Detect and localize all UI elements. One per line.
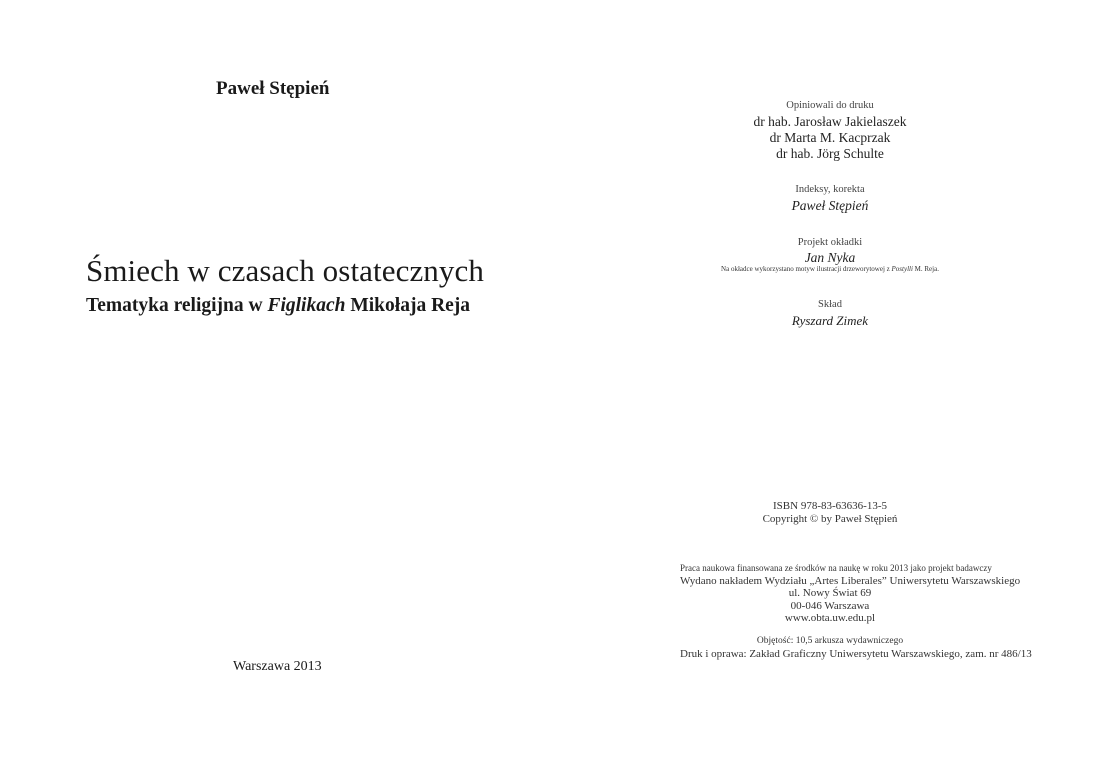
reviewer-2: dr Marta M. Kacprzak [769,130,891,145]
funding-note: Praca naukowa finansowana ze środków na naukę w roku 2013 jako projekt badawczy [680,563,992,573]
place-year: Warszawa 2013 [233,659,322,674]
copyright: Copyright © by Paweł Stępień [762,513,898,525]
index-label: Indeksy, korekta [795,184,865,195]
reviewers-label: Opiniowali do druku [786,100,874,111]
subtitle-italic: Figlikach [267,295,346,316]
book-subtitle [86,295,470,317]
cover-note-part1: Na okładce wykorzystano motyw ilustracji drzeworytowej z [721,265,892,273]
typeset-label: Skład [818,299,842,310]
publisher-website: www.obta.uw.edu.pl [784,612,876,624]
isbn: ISBN 978-83-63636-13-5 [773,500,887,512]
cover-note-italic: Postylli [891,265,913,273]
subtitle-part1: Tematyka religijna w [86,295,268,316]
volume-note: Objętość: 10,5 arkusza wydawniczego [756,636,904,646]
author-name: Paweł Stępień [216,78,330,99]
typeset-name: Ryszard Zimek [791,313,869,328]
reviewer-3: dr hab. Jörg Schulte [776,146,884,161]
reviewer-1: dr hab. Jarosław Jakielaszek [753,114,907,129]
cover-designer: Jan Nyka [804,250,856,265]
cover-label: Projekt okładki [797,237,863,248]
cover-note-part2: M. Reja. [912,265,939,273]
book-title: Śmiech w czasach ostatecznych [86,253,484,288]
publisher-city: 00-046 Warszawa [790,600,870,612]
publisher-street: ul. Nowy Świat 69 [788,587,872,599]
index-name: Paweł Stępień [791,198,869,213]
subtitle-part2: Mikołaja Reja [345,295,471,316]
publisher: Wydano nakładem Wydziału „Artes Liberales” Uniwersytetu Warszawskiego [680,575,1021,587]
cover-note [680,265,980,273]
printing-note: Druk i oprawa: Zakład Graficzny Uniwersytetu Warszawskiego, zam. nr 486/13 [680,648,1032,660]
